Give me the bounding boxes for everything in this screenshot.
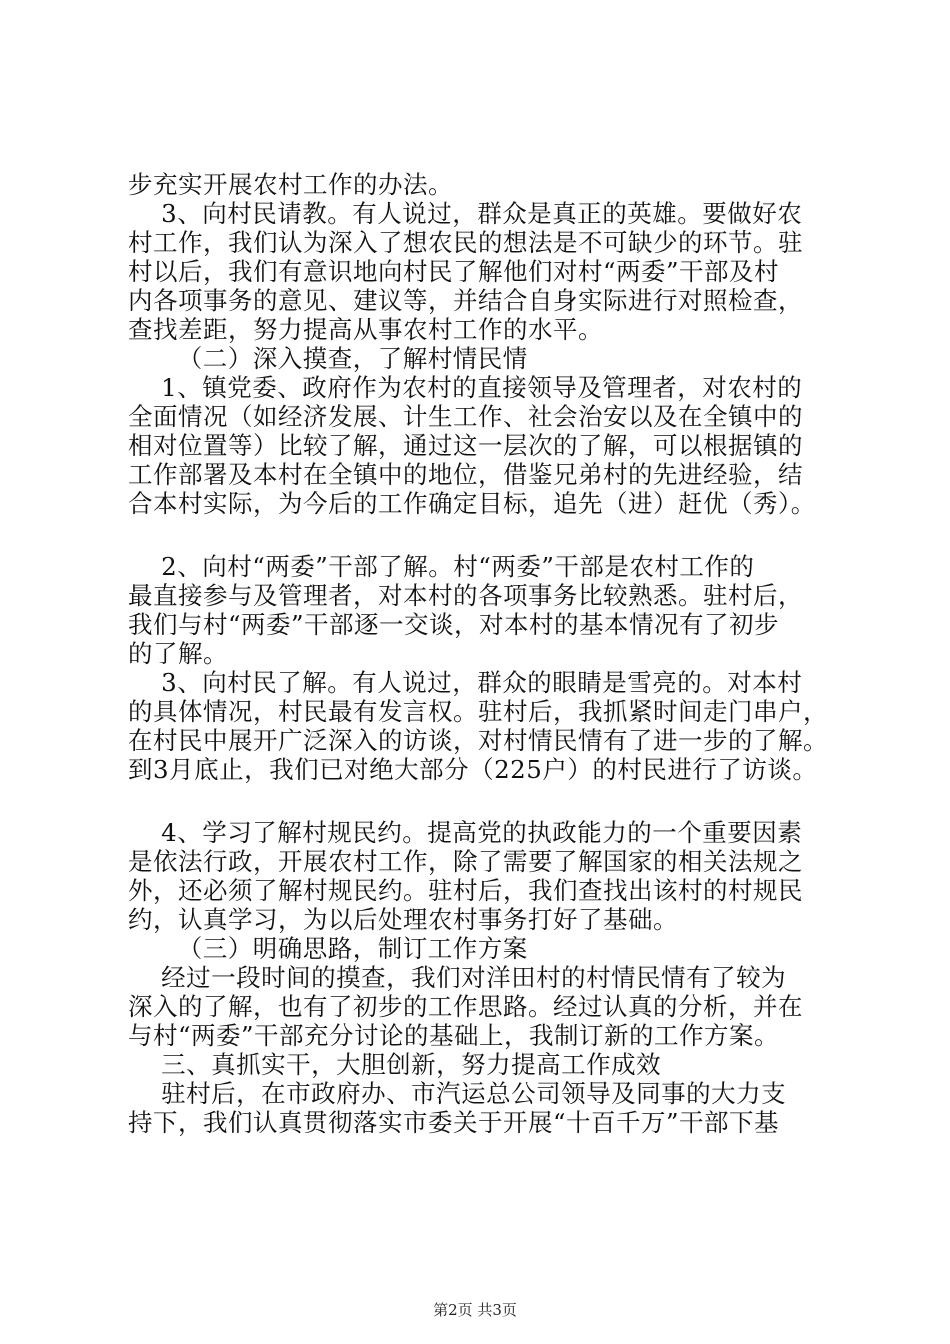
text-line: 驻村后，在市政府办、市汽运总公司领导及同事的大力支 (128, 1079, 787, 1108)
text-line: 的了解。 (128, 639, 228, 668)
text-line: 外，还必须了解村规民约。驻村后，我们查找出该村的村规民 (128, 876, 803, 905)
text-line: 3、向村民了解。有人说过，群众的眼睛是雪亮的。对本村 (128, 668, 803, 697)
text-line: 最直接参与及管理者，对本村的各项事务比较熟悉。驻村后， (128, 581, 803, 610)
text-line: 是依法行政，开展农村工作，除了需要了解国家的相关法规之 (128, 847, 803, 876)
text-line: 持下，我们认真贯彻落实市委关于开展“十百千万”干部下基 (128, 1108, 780, 1137)
text-line: 村以后，我们有意识地向村民了解他们对村“两委”干部及村 (128, 257, 780, 286)
text-line: 4、学习了解村规民约。提高党的执政能力的一个重要因素 (128, 818, 803, 847)
text-line: 工作部署及本村在全镇中的地位，借鉴兄弟村的先进经验，结 (128, 460, 803, 489)
text-line: 村工作，我们认为深入了想农民的想法是不可缺少的环节。驻 (128, 228, 803, 257)
text-line: 的具体情况，村民最有发言权。驻村后，我抓紧时间走门串户， (128, 697, 828, 726)
blank-line (128, 784, 838, 818)
text-line: 合本村实际，为今后的工作确定目标，追先（进）赶优（秀）。 (128, 489, 816, 518)
document-body (128, 170, 838, 1137)
text-line: 3、向村民请教。有人说过，群众是真正的英雄。要做好农 (128, 199, 803, 228)
section-heading: （三）明确思路，制订工作方案 (128, 934, 528, 963)
section-heading: 三、真抓实干，大胆创新，努力提高工作成效 (128, 1050, 662, 1079)
text-line: 1、镇党委、政府作为农村的直接领导及管理者，对农村的 (128, 373, 803, 402)
text-line: 深入的了解，也有了初步的工作思路。经过认真的分析，并在 (128, 992, 803, 1021)
section-heading: （二）深入摸查，了解村情民情 (128, 344, 528, 373)
text-line: 2、向村“两委”干部了解。村“两委”干部是农村工作的 (128, 552, 755, 581)
text-line: 全面情况（如经济发展、计生工作、社会治安以及在全镇中的 (128, 402, 803, 431)
text-line: 内各项事务的意见、建议等，并结合自身实际进行对照检查， (128, 286, 803, 315)
text-line: 步充实开展农村工作的办法。 (128, 170, 453, 199)
text-line: 到3月底止，我们已对绝大部分（225户）的村民进行了访谈。 (128, 755, 818, 784)
blank-line (128, 518, 838, 552)
text-line: 经过一段时间的摸查，我们对洋田村的村情民情有了较为 (128, 963, 787, 992)
text-line: 在村民中展开广泛深入的访谈，对村情民情有了进一步的了解。 (128, 726, 828, 755)
text-line: 我们与村“两委”干部逐一交谈，对本村的基本情况有了初步 (128, 610, 780, 639)
text-line: 相对位置等）比较了解，通过这一层次的了解，可以根据镇的 (128, 431, 803, 460)
text-line: 约，认真学习，为以后处理农村事务打好了基础。 (128, 905, 678, 934)
text-line: 查找差距，努力提高从事农村工作的水平。 (128, 315, 603, 344)
page-number-footer: 第2页 共3页 (433, 1301, 517, 1319)
text-line: 与村“两委”干部充分讨论的基础上，我制订新的工作方案。 (128, 1021, 780, 1050)
